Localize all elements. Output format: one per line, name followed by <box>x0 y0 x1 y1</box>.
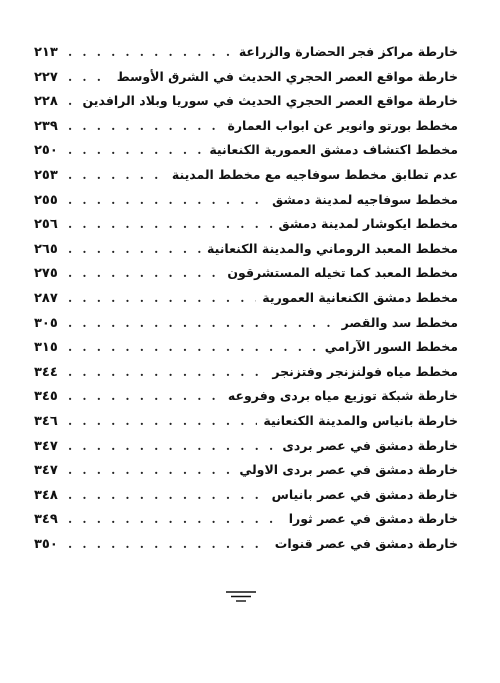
toc-entry-page: ٢٥٥ <box>34 192 58 208</box>
triple-rule-ornament-icon <box>226 590 256 604</box>
dot-leader <box>68 65 111 90</box>
toc-entry-title: مخطط المعبد الروماني والمدينة الكنعانية <box>207 240 458 256</box>
toc-entry-title: مخطط السور الآرامي <box>324 339 458 355</box>
dot-leader <box>68 384 222 409</box>
toc-entry-page: ٢٢٧ <box>34 69 58 85</box>
toc-entry-page: ٣٥٠ <box>34 536 58 552</box>
toc-entry-title: خارطة مواقع العصر الحجري الحديث في سوريا وبلاد الرافدين <box>82 93 458 109</box>
dot-leader <box>68 335 319 360</box>
toc-entry <box>34 65 458 90</box>
toc-entry-title: خارطة مواقع العصر الحجري الحديث في الشرق الأوسط <box>116 68 458 84</box>
toc-entry <box>34 114 458 139</box>
dot-leader <box>68 188 266 213</box>
toc-entry-page: ٢٨٧ <box>34 290 58 306</box>
toc-entry <box>34 188 458 213</box>
toc-entry-page: ٢٣٩ <box>34 118 58 134</box>
toc-entry <box>34 409 458 434</box>
toc-entry-title: خارطة دمشق في عصر قنوات <box>274 535 458 551</box>
toc-entry-title: عدم تطابق مخطط سوفاجيه مع مخطط المدينة <box>171 166 458 182</box>
toc-entry-page: ٢٥٦ <box>34 217 58 233</box>
toc-entry-page: ٣١٥ <box>34 340 58 356</box>
toc-entry-page: ٢٧٥ <box>34 266 58 282</box>
toc-entry-title: خارطة شبكة توزيع مياه بردى وفروعه <box>227 388 458 404</box>
toc-entry <box>34 360 458 385</box>
dot-leader <box>68 40 233 65</box>
toc-entry <box>34 335 458 360</box>
toc-entry-page: ٣٤٧ <box>34 463 58 479</box>
toc-entry <box>34 532 458 557</box>
toc-entry-title: مخطط سوفاجيه لمدينة دمشق <box>272 191 458 207</box>
toc-entry-page: ٢٥٣ <box>34 167 58 183</box>
toc-entry <box>34 261 458 286</box>
toc-entry-page: ٢١٣ <box>34 45 58 60</box>
toc-entry-title: مخطط المعبد كما تخيله المستشرقون <box>227 265 458 281</box>
toc-entry-title: مخطط ايكوشار لمدينة دمشق <box>278 216 458 232</box>
dot-leader <box>68 212 273 237</box>
toc-entry-title: مخطط دمشق الكنعانية العمورية <box>262 289 458 305</box>
toc-entry-title: مخطط اكتشاف دمشق العمورية الكنعانية <box>209 142 458 158</box>
toc-entry <box>34 138 458 163</box>
toc-entry-title: خارطة دمشق في عصر ثورا <box>288 511 458 527</box>
toc-entry-page: ٣٤٥ <box>34 389 58 405</box>
dot-leader <box>68 114 221 139</box>
toc-entry <box>34 89 458 114</box>
toc-entry-page: ٢٦٥ <box>34 241 58 257</box>
dot-leader <box>68 360 266 385</box>
dot-leader <box>68 532 269 557</box>
toc-entry <box>34 384 458 409</box>
dot-leader <box>68 311 336 336</box>
toc-entry-page: ٣٤٦ <box>34 413 58 429</box>
toc-entry-title: خارطة مراكز فجر الحضارة والزراعة <box>238 44 458 59</box>
toc-entry <box>34 40 458 65</box>
toc-entry-title: مخطط بورتو وانوير عن ابواب العمارة <box>227 117 458 133</box>
toc-entry <box>34 163 458 188</box>
dot-leader <box>68 507 283 532</box>
table-of-figures <box>34 40 458 556</box>
toc-entry-title: خارطة بانياس والمدينة الكنعانية <box>263 412 458 428</box>
dot-leader <box>68 409 257 434</box>
dot-leader <box>68 434 276 459</box>
dot-leader <box>68 237 201 262</box>
toc-entry-title: خارطة دمشق في عصر بانياس <box>271 486 458 502</box>
toc-entry-title: خارطة دمشق في عصر بردى الاولي <box>239 462 458 478</box>
toc-entry <box>34 483 458 508</box>
dot-leader <box>68 163 166 188</box>
toc-entry <box>34 507 458 532</box>
toc-entry-page: ٢٥٠ <box>34 143 58 159</box>
toc-entry-page: ٣٤٤ <box>34 364 58 380</box>
toc-entry <box>34 237 458 262</box>
toc-entry <box>34 458 458 483</box>
toc-entry-title: مخطط مياه فولنزنجر وفتزنجر <box>272 363 458 379</box>
dot-leader <box>68 286 256 311</box>
toc-entry <box>34 311 458 336</box>
toc-entry <box>34 434 458 459</box>
toc-entry-page: ٣٤٩ <box>34 512 58 528</box>
dot-leader <box>68 89 77 114</box>
toc-entry <box>34 212 458 237</box>
toc-entry-title: خارطة دمشق في عصر بردى <box>282 437 458 453</box>
toc-entry <box>34 286 458 311</box>
toc-entry-title: مخطط سد والقصر <box>341 314 458 330</box>
toc-entry-page: ٣٤٨ <box>34 487 58 503</box>
dot-leader <box>68 261 221 286</box>
toc-entry-page: ٣٠٥ <box>34 315 58 331</box>
toc-entry-page: ٣٤٧ <box>34 438 58 454</box>
toc-entry-page: ٢٢٨ <box>34 94 58 110</box>
dot-leader <box>68 483 266 508</box>
dot-leader <box>68 458 233 483</box>
dot-leader <box>68 138 203 163</box>
